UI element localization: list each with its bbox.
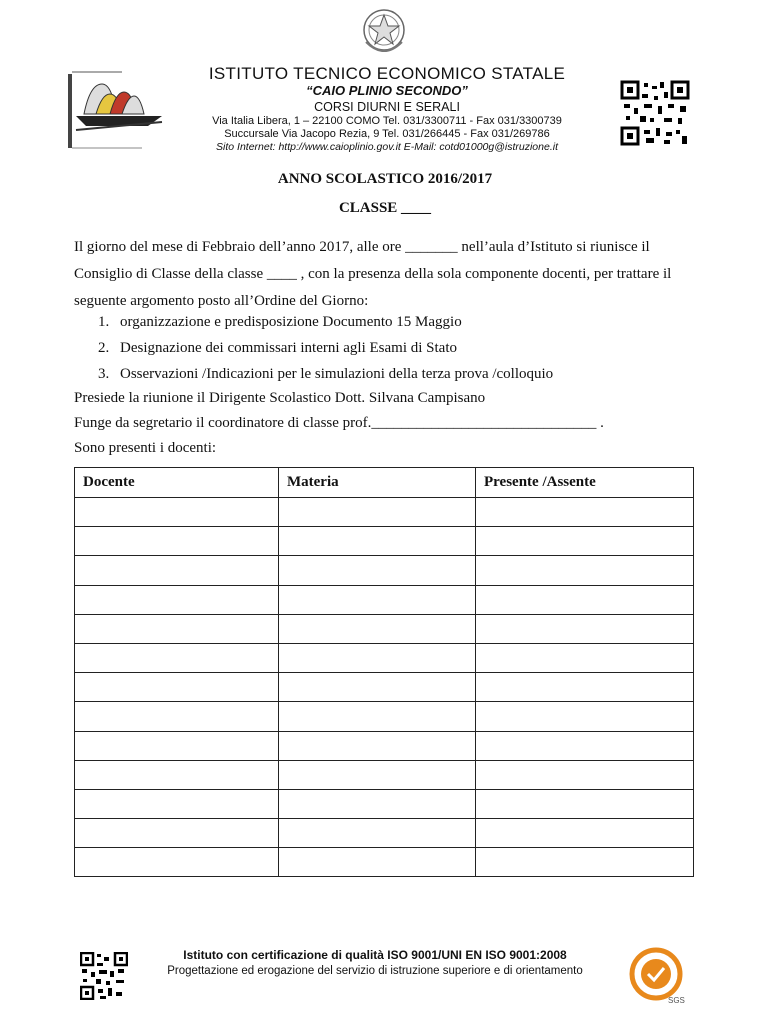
docente-cell[interactable] [75,556,279,585]
materia-cell[interactable] [279,643,476,672]
docente-cell[interactable] [75,819,279,848]
presence-cell[interactable] [476,789,694,818]
materia-cell[interactable] [279,498,476,527]
class-title: CLASSE ____ [338,200,432,216]
table-row [75,614,694,643]
institute-name: “CAIO PLINIO SECONDO” [306,83,468,98]
school-logo-icon [62,64,170,156]
qr-code-icon [620,80,690,146]
attendance-table [74,467,694,877]
presence-cell[interactable] [476,643,694,672]
docente-cell[interactable] [75,702,279,731]
presence-cell[interactable] [476,556,694,585]
presence-cell[interactable] [476,585,694,614]
chair-line: Presiede la riunione il Dirigente Scolastico Dott. Silvana Campisano [74,390,486,406]
presence-cell[interactable] [476,819,694,848]
presence-cell[interactable] [476,848,694,877]
materia-cell[interactable] [279,673,476,702]
republic-emblem-icon [360,6,408,58]
docente-cell[interactable] [75,848,279,877]
table-row [75,673,694,702]
agenda-item: 2. Designazione dei commissari interni agli Esami di Stato [98,340,458,356]
table-row [75,556,694,585]
materia-cell[interactable] [279,585,476,614]
presence-cell[interactable] [476,673,694,702]
certification-text: Istituto con certificazione di qualità ISO 9001/UNI EN ISO 9001:2008 [183,948,567,962]
docente-cell[interactable] [75,643,279,672]
table-row [75,760,694,789]
table-row [75,819,694,848]
secretary-line: Funge da segretario il coordinatore di classe prof.______________________________ . [74,415,604,431]
materia-cell[interactable] [279,702,476,731]
present-teachers-line: Sono presenti i docenti: [74,440,217,456]
header-docente: Docente [75,468,279,498]
materia-cell[interactable] [279,789,476,818]
school-year-title: ANNO SCOLASTICO 2016/2017 [277,171,493,187]
materia-cell[interactable] [279,760,476,789]
docente-cell[interactable] [75,527,279,556]
table-row [75,702,694,731]
materia-cell[interactable] [279,848,476,877]
docente-cell[interactable] [75,614,279,643]
materia-cell[interactable] [279,819,476,848]
intro-line: Consiglio di Classe della classe ____ , con la presenza della sola componente docenti, per trattare il [74,266,672,282]
docente-cell[interactable] [75,673,279,702]
header-presente-assente: Presente /Assente [476,468,694,498]
intro-line: seguente argomento posto all’Ordine del Giorno: [74,293,369,309]
table-row [75,498,694,527]
agenda-item: 1. organizzazione e predisposizione Documento 15 Maggio [98,314,462,330]
table-header-row [75,468,694,498]
materia-cell[interactable] [279,614,476,643]
courses-line: CORSI DIURNI E SERALI [314,100,460,114]
certification-scope: Progettazione ed erogazione del servizio di istruzione superiore e di orientamento [167,965,583,977]
presence-cell[interactable] [476,702,694,731]
institute-title: ISTITUTO TECNICO ECONOMICO STATALE [208,64,566,83]
agenda-item: 3. Osservazioni /Indicazioni per le simulazioni della terza prova /colloquio [98,366,554,382]
presence-cell[interactable] [476,731,694,760]
web-and-email: Sito Internet: http://www.caioplinio.gov.it E-Mail: cotd01000g@istruzione.it [216,141,558,153]
docente-cell[interactable] [75,760,279,789]
address-branch: Succursale Via Jacopo Rezia, 9 Tel. 031/266445 - Fax 031/269786 [224,128,550,140]
intro-paragraph [74,234,704,315]
docente-cell[interactable] [75,498,279,527]
materia-cell[interactable] [279,731,476,760]
certification-logo-icon [628,946,688,1006]
presence-cell[interactable] [476,527,694,556]
address-main: Via Italia Libera, 1 – 22100 COMO Tel. 031/3300711 - Fax 031/3300739 [212,115,562,127]
table-row [75,585,694,614]
presence-cell[interactable] [476,614,694,643]
table-row [75,848,694,877]
docente-cell[interactable] [75,585,279,614]
docente-cell[interactable] [75,731,279,760]
table-row [75,527,694,556]
table-row [75,789,694,818]
docente-cell[interactable] [75,789,279,818]
header-materia: Materia [279,468,476,498]
materia-cell[interactable] [279,556,476,585]
presence-cell[interactable] [476,760,694,789]
intro-line: Il giorno del mese di Febbraio dell’anno 2017, alle ore _______ nell’aula d’Istituto si riunisce il [74,239,650,255]
svg-text:SGS: SGS [668,996,685,1005]
presence-cell[interactable] [476,498,694,527]
table-row [75,731,694,760]
table-row [75,643,694,672]
materia-cell[interactable] [279,527,476,556]
footer-qr-code-icon [80,952,128,1000]
